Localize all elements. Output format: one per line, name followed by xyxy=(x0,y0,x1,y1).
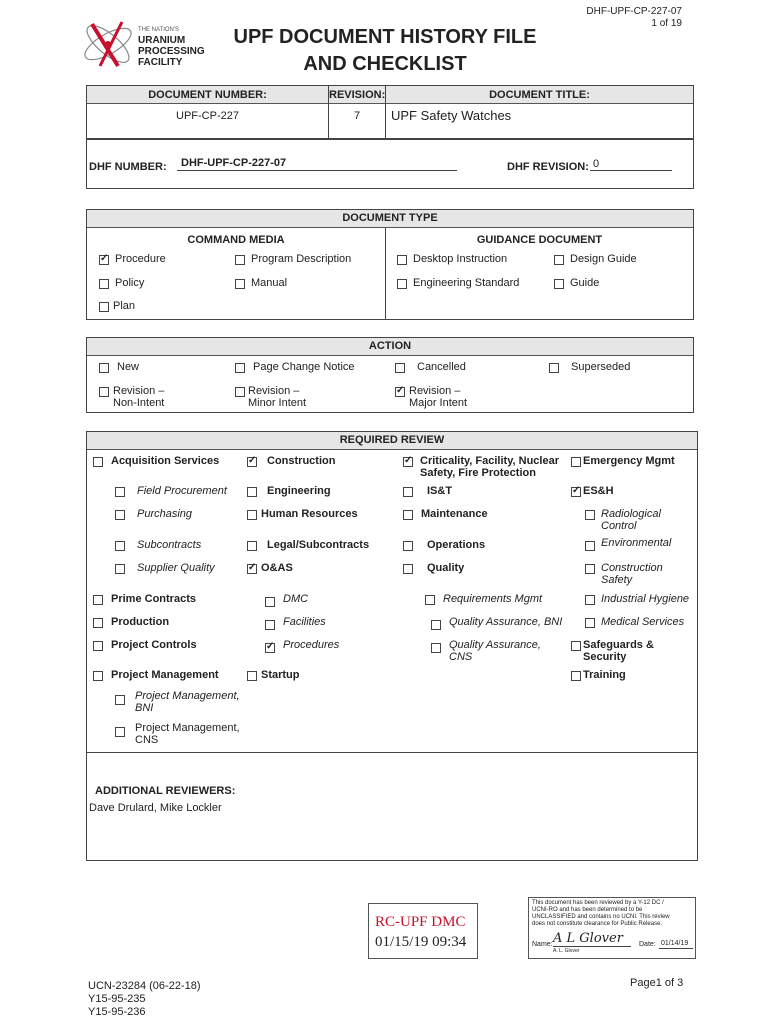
pm-bni-checkbox[interactable] xyxy=(115,695,125,705)
industrial-hygiene-checkbox[interactable] xyxy=(585,595,595,605)
revision-major-intent-checkbox[interactable] xyxy=(395,387,405,397)
revision-minor-intent-label-1: Revision – xyxy=(248,385,300,397)
engineering-checkbox[interactable] xyxy=(247,487,257,497)
action-section xyxy=(86,337,694,413)
cancelled-label: Cancelled xyxy=(417,361,466,373)
purchasing-label: Purchasing xyxy=(137,508,193,520)
subcontracts-checkbox[interactable] xyxy=(115,541,125,551)
dmc-label: DMC xyxy=(283,593,309,605)
additional-reviewers-value: Dave Drulard, Mike Lockler xyxy=(89,802,222,814)
manual-label: Manual xyxy=(251,277,288,289)
review-stamp-name-label: Name: xyxy=(532,941,553,948)
prime-contracts-label: Prime Contracts xyxy=(111,593,196,605)
logo-text-3: FACILITY xyxy=(138,57,183,68)
requirements-mgmt-label: Requirements Mgmt xyxy=(443,593,543,605)
emergency-checkbox[interactable] xyxy=(571,457,581,467)
page-change-label: Page Change Notice xyxy=(253,361,355,373)
project-controls-checkbox[interactable] xyxy=(93,641,103,651)
qa-bni-checkbox[interactable] xyxy=(431,620,441,630)
doc-info-table xyxy=(86,85,694,139)
guide-checkbox[interactable] xyxy=(554,279,564,289)
oas-label: O&AS xyxy=(261,562,293,574)
review-clearance-stamp xyxy=(528,897,696,959)
page-change-checkbox[interactable] xyxy=(235,363,245,373)
command-media-heading: COMMAND MEDIA xyxy=(187,234,285,246)
construction-safety-label-1: Construction xyxy=(601,562,663,574)
procedure-checkbox[interactable] xyxy=(99,255,109,265)
cancelled-checkbox[interactable] xyxy=(395,363,405,373)
superseded-checkbox[interactable] xyxy=(549,363,559,373)
footer-page: Page1 of 3 xyxy=(630,977,684,989)
maintenance-label: Maintenance xyxy=(421,508,488,520)
production-checkbox[interactable] xyxy=(93,618,103,628)
subcontracts-label: Subcontracts xyxy=(137,539,202,551)
oas-checkbox[interactable] xyxy=(247,564,257,574)
program-description-checkbox[interactable] xyxy=(235,255,245,265)
revision-non-intent-checkbox[interactable] xyxy=(99,387,109,397)
top-doc-id: DHF-UPF-CP-227-07 xyxy=(586,6,682,17)
document-type-section xyxy=(86,209,694,320)
project-management-label: Project Management xyxy=(111,669,219,681)
page-title-line2: AND CHECKLIST xyxy=(303,53,467,75)
review-stamp-text-3: UNCLASSIFIED and contains no UCNI. This review xyxy=(532,914,670,920)
review-stamp-date-label: Date: xyxy=(639,941,656,948)
dhf-number-label: DHF NUMBER: xyxy=(89,161,167,173)
supplier-quality-label: Supplier Quality xyxy=(137,562,215,574)
training-label: Training xyxy=(583,669,626,681)
maintenance-checkbox[interactable] xyxy=(403,510,413,520)
qa-cns-checkbox[interactable] xyxy=(431,643,441,653)
criticality-label-1: Criticality, Facility, Nuclear xyxy=(420,455,559,467)
requirements-mgmt-checkbox[interactable] xyxy=(425,595,435,605)
doc-number-label: DOCUMENT NUMBER: xyxy=(148,89,267,101)
emergency-label: Emergency Mgmt xyxy=(583,455,675,467)
medical-label: Medical Services xyxy=(601,616,685,628)
qa-cns-label-2: CNS xyxy=(449,651,473,663)
pm-cns-label-2: CNS xyxy=(135,734,159,746)
facilities-label: Facilities xyxy=(283,616,326,628)
field-procurement-checkbox[interactable] xyxy=(115,487,125,497)
policy-label: Policy xyxy=(115,277,145,289)
review-stamp-text-4: does not constitute clearance for Public Release. xyxy=(532,921,663,927)
ist-checkbox[interactable] xyxy=(403,487,413,497)
pm-bni-label-1: Project Management, xyxy=(135,690,240,702)
human-resources-label: Human Resources xyxy=(261,508,358,520)
environmental-label: Environmental xyxy=(601,537,672,549)
safeguards-checkbox[interactable] xyxy=(571,641,581,651)
radiological-label-2: Control xyxy=(601,520,637,532)
esh-checkbox[interactable] xyxy=(571,487,581,497)
plan-checkbox[interactable] xyxy=(99,302,109,312)
construction-label: Construction xyxy=(267,455,336,467)
doc-number-value: UPF-CP-227 xyxy=(176,110,239,122)
field-procurement-label: Field Procurement xyxy=(137,485,227,497)
engineering-standard-checkbox[interactable] xyxy=(397,279,407,289)
acquisition-checkbox[interactable] xyxy=(93,457,103,467)
rc-stamp-line2: 01/15/19 09:34 xyxy=(375,934,467,950)
design-guide-checkbox[interactable] xyxy=(554,255,564,265)
criticality-checkbox[interactable] xyxy=(403,457,413,467)
footer-y1: Y15-95-235 xyxy=(88,993,146,1005)
review-stamp-printed-name: A. L. Glover xyxy=(553,948,580,954)
superseded-label: Superseded xyxy=(571,361,631,373)
procedures-checkbox[interactable] xyxy=(265,643,275,653)
desktop-instruction-checkbox[interactable] xyxy=(397,255,407,265)
quality-label: Quality xyxy=(427,562,465,574)
engineering-label: Engineering xyxy=(267,485,331,497)
logo-text-2: PROCESSING xyxy=(138,46,205,57)
review-stamp-text-2: UCNI-RO and has been determined to be xyxy=(532,907,643,913)
logo-text-0: THE NATION'S xyxy=(138,27,180,33)
prime-contracts-checkbox[interactable] xyxy=(93,595,103,605)
qa-bni-label: Quality Assurance, BNI xyxy=(449,616,563,628)
design-guide-label: Design Guide xyxy=(570,253,637,265)
pm-cns-checkbox[interactable] xyxy=(115,727,125,737)
dhf-number-value: DHF-UPF-CP-227-07 xyxy=(181,157,287,169)
rc-upf-dmc-stamp xyxy=(368,903,478,959)
program-description-label: Program Description xyxy=(251,253,352,265)
human-resources-checkbox[interactable] xyxy=(247,510,257,520)
pm-cns-label-1: Project Management, xyxy=(135,722,240,734)
required-review-heading: REQUIRED REVIEW xyxy=(87,432,697,450)
manual-checkbox[interactable] xyxy=(235,279,245,289)
revision-minor-intent-label-2: Minor Intent xyxy=(248,397,307,409)
revision-non-intent-label-1: Revision – xyxy=(113,385,165,397)
additional-reviewers-label: ADDITIONAL REVIEWERS: xyxy=(95,785,236,797)
purchasing-checkbox[interactable] xyxy=(115,510,125,520)
legal-checkbox[interactable] xyxy=(247,541,257,551)
new-checkbox[interactable] xyxy=(99,363,109,373)
quality-checkbox[interactable] xyxy=(403,564,413,574)
operations-checkbox[interactable] xyxy=(403,541,413,551)
industrial-hygiene-label: Industrial Hygiene xyxy=(601,593,690,605)
construction-safety-checkbox[interactable] xyxy=(585,564,595,574)
medical-checkbox[interactable] xyxy=(585,618,595,628)
dhf-revision-label: DHF REVISION: xyxy=(507,161,589,173)
procedures-label: Procedures xyxy=(283,639,340,651)
top-page-count: 1 of 19 xyxy=(651,18,682,29)
revision-minor-intent-checkbox[interactable] xyxy=(235,387,245,397)
engineering-standard-label: Engineering Standard xyxy=(413,277,520,289)
revision-major-intent-label-1: Revision – xyxy=(409,385,461,397)
criticality-label-2: Safety, Fire Protection xyxy=(420,467,536,479)
construction-checkbox[interactable] xyxy=(247,457,257,467)
legal-label: Legal/Subcontracts xyxy=(267,539,370,551)
logo-text-1: URANIUM xyxy=(138,35,186,46)
ist-label: IS&T xyxy=(427,485,453,497)
policy-checkbox[interactable] xyxy=(99,279,109,289)
radiological-label-1: Radiological xyxy=(601,508,661,520)
supplier-quality-checkbox[interactable] xyxy=(115,564,125,574)
revision-major-intent-label-2: Major Intent xyxy=(409,397,468,409)
safeguards-label-1: Safeguards & xyxy=(583,639,654,651)
action-heading: ACTION xyxy=(87,338,693,356)
operations-label: Operations xyxy=(427,539,486,551)
rc-stamp-line1: RC-UPF DMC xyxy=(375,914,466,930)
dmc-checkbox[interactable] xyxy=(265,597,275,607)
project-controls-label: Project Controls xyxy=(111,639,197,651)
training-checkbox[interactable] xyxy=(571,671,581,681)
required-review-section xyxy=(86,431,698,861)
revision-value: 7 xyxy=(353,110,361,122)
review-stamp-text-1: This document has been reviewed by a Y-12 DC / xyxy=(532,900,664,906)
esh-label: ES&H xyxy=(583,485,614,497)
document-type-heading: DOCUMENT TYPE xyxy=(87,210,693,228)
startup-checkbox[interactable] xyxy=(247,671,257,681)
facilities-checkbox[interactable] xyxy=(265,620,275,630)
acquisition-label: Acquisition Services xyxy=(111,455,220,467)
guidance-document-heading: GUIDANCE DOCUMENT xyxy=(476,234,603,246)
upf-logo-icon xyxy=(78,16,138,72)
desktop-instruction-label: Desktop Instruction xyxy=(413,253,508,265)
revision-non-intent-label-2: Non-Intent xyxy=(113,397,165,409)
footer-y2: Y15-95-236 xyxy=(88,1006,146,1018)
environmental-checkbox[interactable] xyxy=(585,541,595,551)
dhf-revision-value: 0 xyxy=(593,158,600,170)
plan-label: Plan xyxy=(113,300,136,312)
startup-label: Startup xyxy=(261,669,300,681)
safeguards-label-2: Security xyxy=(583,651,627,663)
construction-safety-label-2: Safety xyxy=(601,574,633,586)
revision-label: REVISION: xyxy=(329,89,386,101)
procedure-label: Procedure xyxy=(115,253,166,265)
qa-cns-label-1: Quality Assurance, xyxy=(449,639,541,651)
guide-label: Guide xyxy=(570,277,600,289)
production-label: Production xyxy=(111,616,170,628)
review-stamp-signature: A L Glover xyxy=(553,931,623,946)
project-management-checkbox[interactable] xyxy=(93,671,103,681)
radiological-checkbox[interactable] xyxy=(585,510,595,520)
doc-title-label: DOCUMENT TITLE: xyxy=(489,89,590,101)
doc-title-value: UPF Safety Watches xyxy=(391,108,512,123)
new-label: New xyxy=(117,361,140,373)
page-title-line1: UPF DOCUMENT HISTORY FILE xyxy=(233,26,537,48)
dhf-info-row xyxy=(86,139,694,189)
review-stamp-date-value: 01/14/19 xyxy=(661,940,689,947)
footer-ucn: UCN-23284 (06-22-18) xyxy=(88,980,201,992)
pm-bni-label-2: BNI xyxy=(135,702,154,714)
